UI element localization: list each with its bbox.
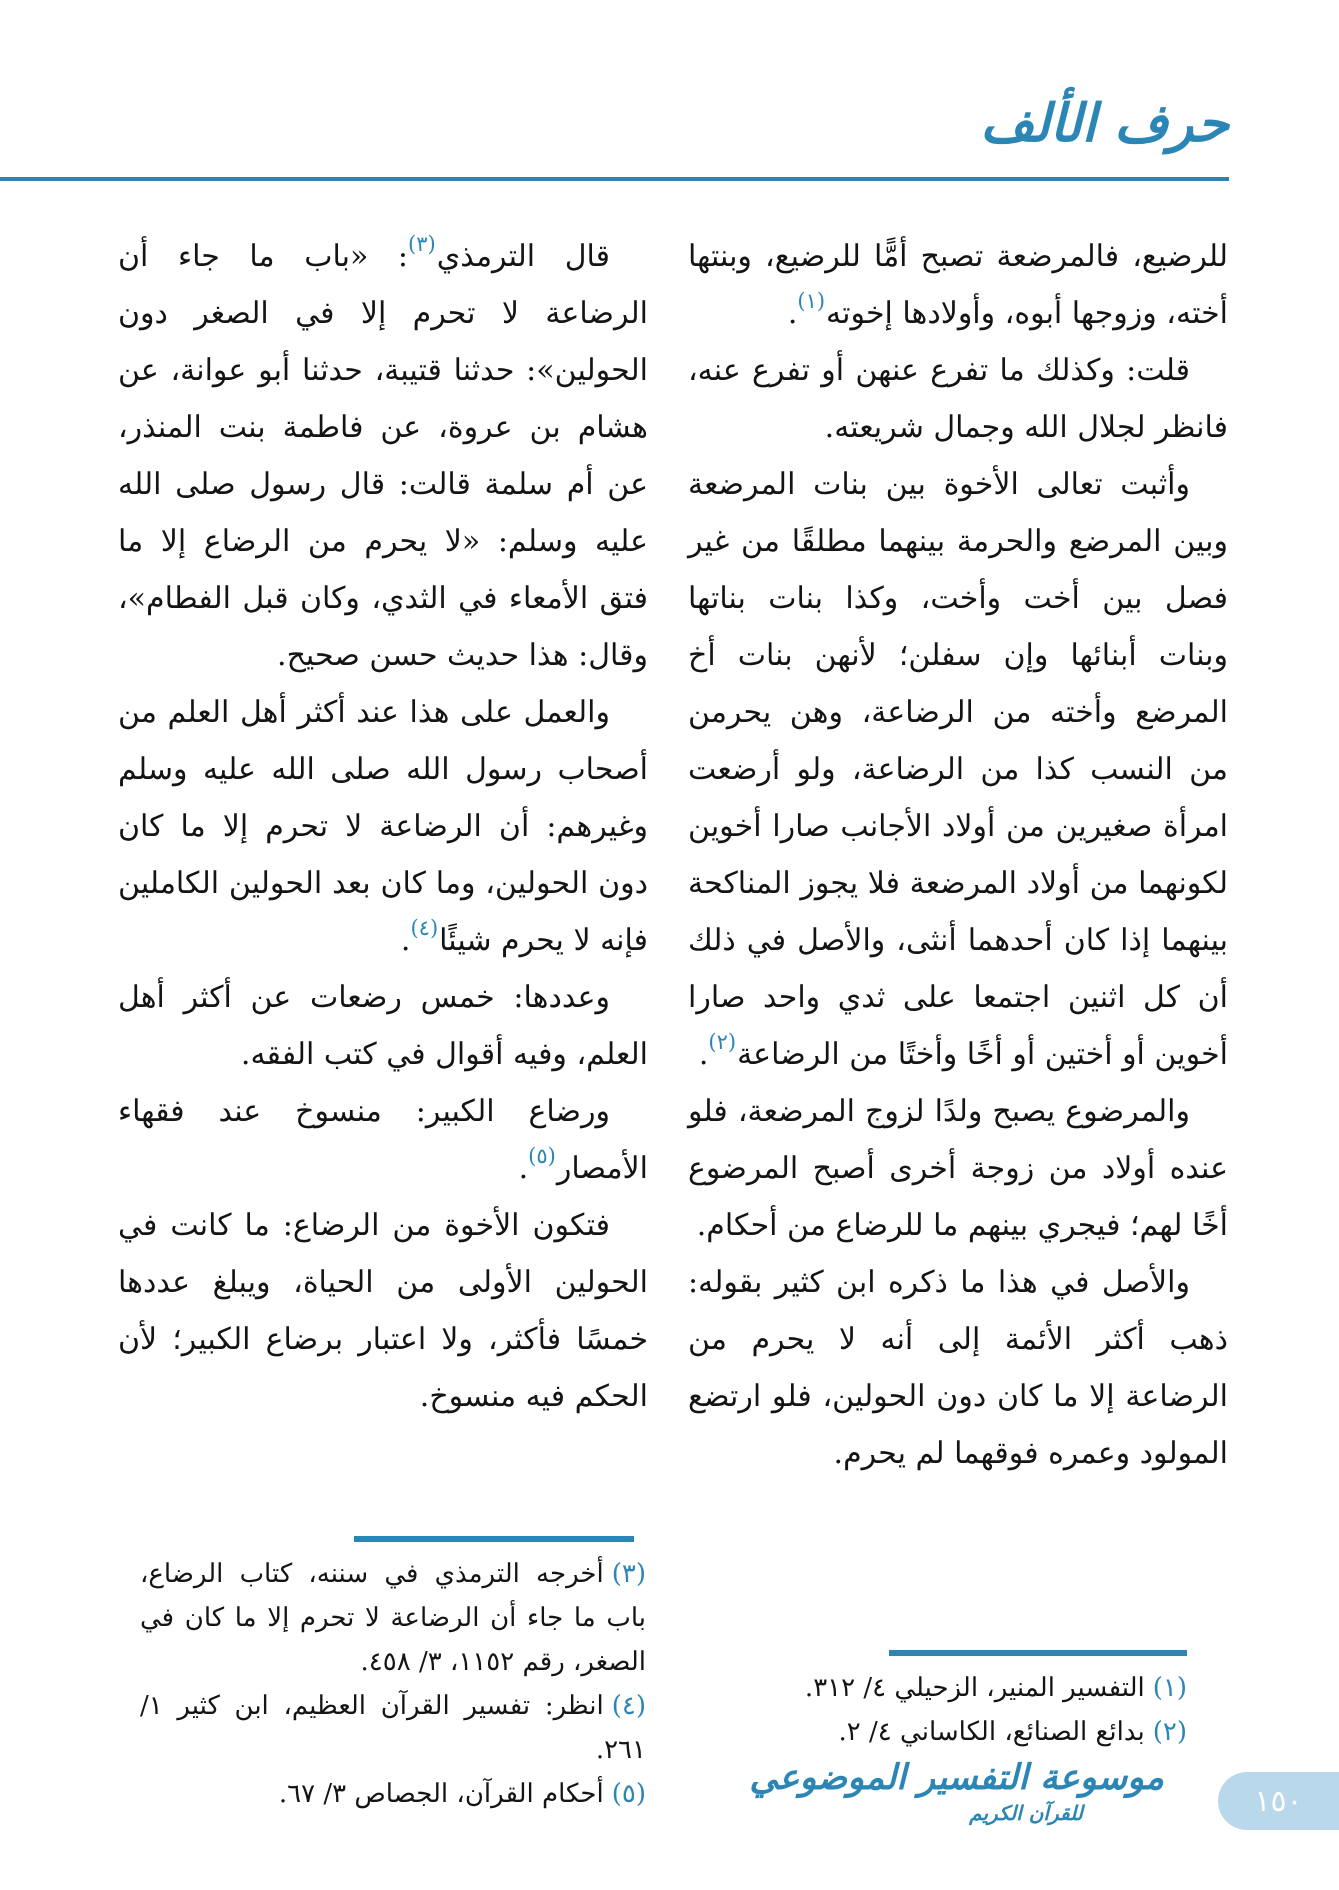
- footnote-text: انظر: تفسير القرآن العظيم، ابن كثير ١/ ٢٦١.: [140, 1691, 646, 1765]
- publisher-logo: [749, 1756, 1164, 1826]
- footnotes-left: [140, 1536, 646, 1816]
- footnote-separator: [889, 1650, 1187, 1656]
- footnote-text: التفسير المنير، الزحيلي ٤/ ٣١٢.: [804, 1673, 1145, 1703]
- paragraph-text: والعمل على هذا عند أكثر أهل العلم من أصحاب رسول الله صلى الله عليه وسلم وغيرهم: أن الرضاعة لا تحرم إلا ما كان دون الحولين، وما كان بعد الحولين الكاملين فإنه لا يحرم شيئًا: [118, 695, 648, 958]
- paragraph-text: ورضاع الكبير: منسوخ عند فقهاء الأمصار: [118, 1094, 648, 1186]
- footnote: [140, 1772, 646, 1816]
- paragraph: [118, 1083, 648, 1197]
- paragraph-text: للرضيع، فالمرضعة تصبح أمًّا للرضيع، وبنتها أخته، وزوجها أبوه، وأولادها إخوته: [688, 239, 1228, 331]
- footnote-separator: [354, 1536, 634, 1542]
- paragraph-text: والمرضوع يصبح ولدًا لزوج المرضعة، فلو عنده أولاد من زوجة أخرى أصبح المرضوع أخًا لهم؛ فيجري بينهم ما للرضاع من أحكام.: [688, 1094, 1228, 1243]
- paragraph: [688, 1254, 1228, 1482]
- paragraph: [688, 228, 1228, 342]
- footnote-text: أحكام القرآن، الجصاص ٣/ ٦٧.: [278, 1779, 604, 1809]
- paragraph: [118, 969, 648, 1083]
- paragraph: [688, 1083, 1228, 1254]
- footnotes-right: [729, 1650, 1187, 1754]
- paragraph: [118, 1197, 648, 1425]
- footnote: [140, 1552, 646, 1684]
- footnote-number: (٢): [1152, 1717, 1187, 1747]
- footnote-number: (١): [1152, 1673, 1187, 1703]
- paragraph-text: وعددها: خمس رضعات عن أكثر أهل العلم، وفيه أقوال في كتب الفقه.: [118, 980, 648, 1072]
- footnote: [729, 1710, 1187, 1754]
- paragraph-text: وأثبت تعالى الأخوة بين بنات المرضعة وبين المرضع والحرمة بينهما مطلقًا من غير فصل بين أخت وأخت، وكذا بنات بناتها وبنات أبنائها وإن سفلن؛ لأنهن بنات أخ المرضع وأخته من الرضاعة، وهن يحرمن من النسب كذا من الرضاعة، ولو أرضعت امرأة صغيرين من أولاد الأجانب صارا أخوين لكونهما من أولاد المرضعة فلا يجوز المناكحة بينهما إذا كان أحدهما أنثى، والأصل في ذلك أن كل اثنين اجتمعا على ثدي واحد صارا أخوين أو أختين أو أخًا وأختًا من الرضاعة: [688, 467, 1228, 1072]
- paragraph: [118, 684, 648, 969]
- footnote: [729, 1666, 1187, 1710]
- footnote-ref: (٣): [408, 232, 436, 256]
- footnote: [140, 1684, 646, 1772]
- paragraph-text: قلت: وكذلك ما تفرع عنهن أو تفرع عنه، فانظر لجلال الله وجمال شريعته.: [688, 353, 1228, 445]
- footnote-ref: (٥): [528, 1144, 556, 1168]
- paragraph-text: .: [518, 1151, 529, 1186]
- paragraph-text: .: [698, 1037, 709, 1072]
- footnote-ref: (١): [797, 289, 826, 313]
- paragraph-text: فتكون الأخوة من الرضاع: ما كانت في الحولين الأولى من الحياة، ويبلغ عددها خمسًا فأكثر، ولا اعتبار برضاع الكبير؛ لأن الحكم فيه منسوخ.: [118, 1208, 648, 1414]
- publisher-logo-subtitle: للقرآن الكريم: [969, 1801, 1083, 1825]
- paragraph-text: .: [400, 923, 411, 958]
- paragraph-text: .: [787, 296, 798, 331]
- page-number: ١٥٠: [1254, 1783, 1303, 1819]
- text-column-left: [118, 228, 648, 1425]
- footnote-ref: (٢): [708, 1030, 737, 1054]
- page-number-badge: [1218, 1772, 1339, 1830]
- paragraph-text: : «باب ما جاء أن الرضاعة لا تحرم إلا في الصغر دون الحولين»: حدثنا قتيبة، حدثنا أبو عوانة، عن هشام بن عروة، عن فاطمة بنت المنذر، عن أم سلمة قالت: قال رسول صلى الله عليه وسلم: «لا يحرم من الرضاع إلا ما فتق الأمعاء في الثدي، وكان قبل الفطام»، وقال: هذا حديث حسن صحيح.: [118, 239, 648, 673]
- section-header-title: حرف الألف: [980, 93, 1229, 154]
- text-column-right: [688, 228, 1228, 1482]
- footnote-ref: (٤): [410, 916, 439, 940]
- paragraph: [118, 228, 648, 684]
- footnote-text: أخرجه الترمذي في سننه، كتاب الرضاع، باب ما جاء أن الرضاعة لا تحرم إلا ما كان في الصغر، رقم ١١٥٢، ٣/ ٤٥٨.: [140, 1559, 646, 1677]
- footnote-number: (٤): [611, 1691, 646, 1721]
- footnote-number: (٣): [611, 1559, 646, 1589]
- paragraph: [688, 342, 1228, 456]
- footnote-number: (٥): [611, 1779, 646, 1809]
- paragraph-text: والأصل في هذا ما ذكره ابن كثير بقوله: ذهب أكثر الأئمة إلى أنه لا يحرم من الرضاعة إلا ما كان دون الحولين، فلو ارتضع المولود وعمره فوقهما لم يحرم.: [688, 1265, 1228, 1471]
- paragraph: [688, 456, 1228, 1083]
- header-rule: [0, 177, 1229, 181]
- footnote-text: بدائع الصنائع، الكاساني ٤/ ٢.: [838, 1717, 1145, 1747]
- paragraph-text: قال الترمذي: [436, 239, 610, 274]
- publisher-logo-title: موسوعة التفسير الموضوعي: [749, 1757, 1164, 1798]
